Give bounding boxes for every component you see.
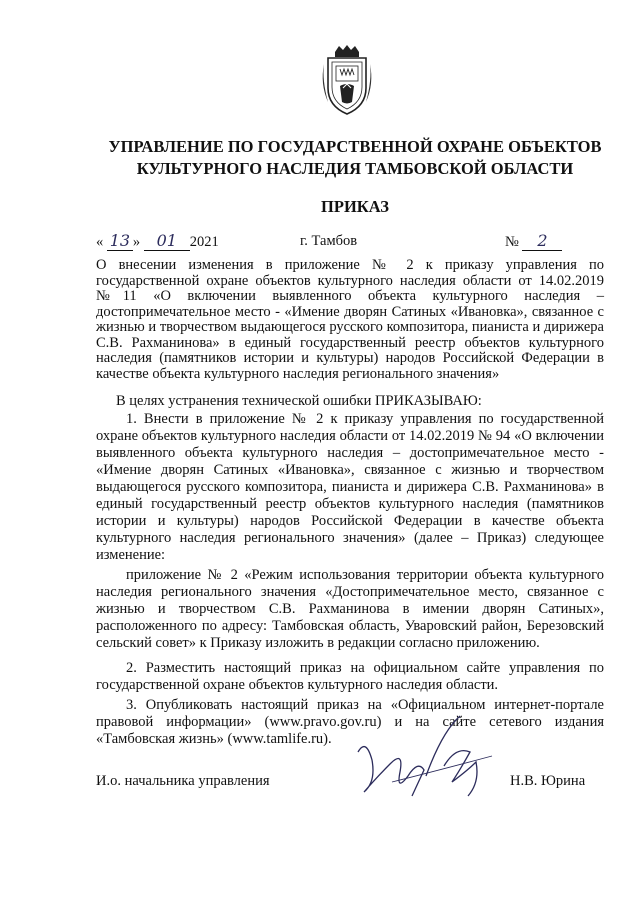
order-item-1: 1. Внести в приложение № 2 к приказу управления по государственной охране объектов культурного наследия области от 14.02.2019 № 94 «О включении выявленного объекта культурного наследия – достопримечательное место - «Имение дворян Сатиных «Ивановка», связанное с жизнью и творчеством выдающегося русского композитора, пианиста и дирижера С.В. Рахманинова» в единый государственный реестр объектов культурного наследия (памятников истории и культуры) народов Российской Федерации в качестве объекта культурного наследия регионального значения» (далее – Приказ) следующее изменение:	[96, 411, 604, 563]
order-item-1-detail: приложение № 2 «Режим использования территории объекта культурного наследия регионального значения «Достопримечательное место, связанное с жизнью и творчеством С.В. Рахманинова в имении дворян Сатиных», расположенного по адресу: Тамбовская область, Уваровский район, Березовский сельский совет» к Приказу изложить в редакции согласно приложению.	[96, 567, 604, 651]
date-quote-close: »	[132, 234, 141, 250]
order-number	[505, 233, 562, 251]
agency-heading-line2: КУЛЬТУРНОГО НАСЛЕДИЯ ТАМБОВСКОЙ ОБЛАСТИ	[136, 159, 574, 178]
agency-heading	[70, 136, 640, 180]
order-body	[96, 393, 604, 751]
order-item-2: 2. Разместить настоящий приказ на официальном сайте управления по государственной охране объектов культурного наследия области.	[96, 660, 604, 693]
handwritten-signature	[352, 712, 500, 804]
signatory-name: Н.В. Юрина	[510, 773, 586, 789]
number-value: 2	[537, 231, 548, 250]
agency-heading-line1: УПРАВЛЕНИЕ ПО ГОСУДАРСТВЕННОЙ ОХРАНЕ ОБЪЕКТОВ	[108, 137, 602, 156]
order-subject: О внесении изменения в приложение № 2 к приказу управления по государственной охране объектов культурного наследия области от 14.02.2019 №11 «О включении выявленного объекта культурного наследия – достопримечательное место - «Имение дворян Сатиных «Ивановка», связанное с жизнью и творчеством выдающегося русского композитора, пианиста и дирижера С.В. Рахманинова» в единый государственный реестр объектов культурного наследия (памятников истории и культуры) народов Российской Федерации в качестве объекта культурного наследия регионального значения»	[96, 257, 604, 382]
tambov-coat-of-arms-icon	[318, 44, 376, 116]
order-intro: В целях устранения технической ошибки ПРИКАЗЫВАЮ:	[116, 393, 482, 409]
date-month: 01	[156, 231, 177, 250]
date-day: 13	[109, 231, 131, 250]
number-sign: №	[505, 234, 519, 250]
order-city: г. Тамбов	[300, 233, 358, 249]
order-item-3: 3. Опубликовать настоящий приказ на «Официальном интернет-портале правовой информации» (www.pravo.gov.ru) и на сайте сетевого издания «Тамбовская жизнь» (www.tamlife.ru).	[96, 697, 604, 747]
signatory-position: И.о. начальника управления	[96, 773, 270, 789]
date-year: 2021	[189, 234, 219, 250]
order-date	[96, 233, 219, 251]
document-title: ПРИКАЗ	[321, 197, 389, 216]
date-quote-open: «	[96, 234, 104, 250]
